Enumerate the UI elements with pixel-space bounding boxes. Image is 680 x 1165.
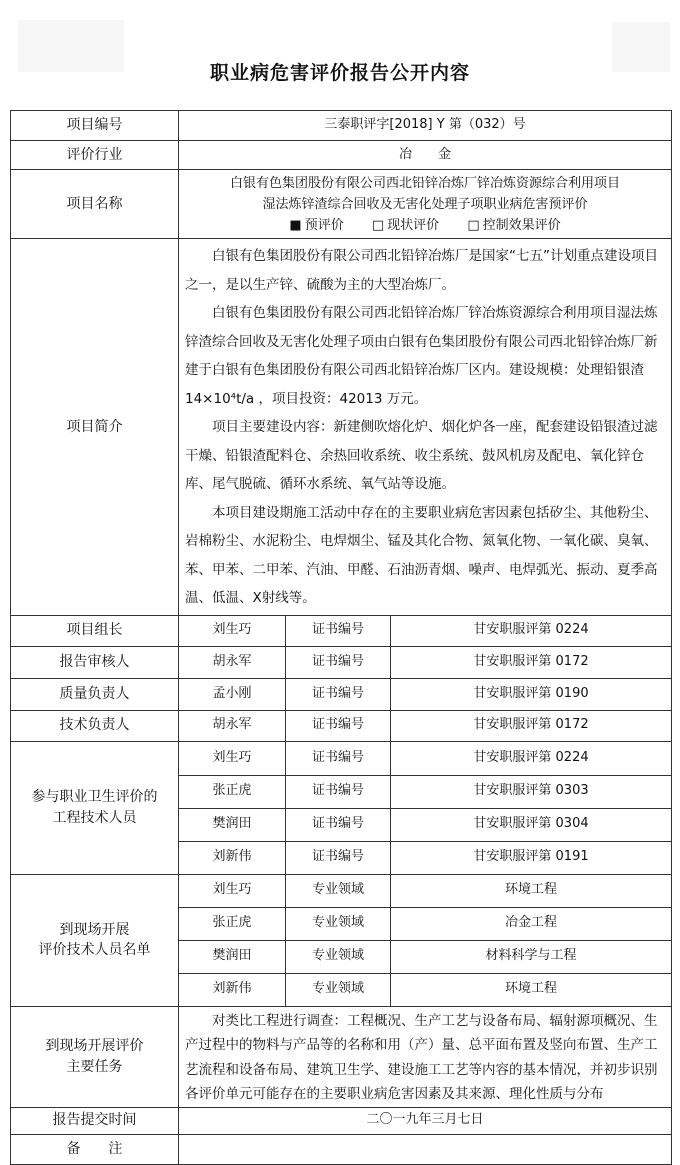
label-team-leader: 项目组长 [11, 615, 179, 646]
person-name: 刘生巧 [179, 874, 286, 907]
cert-number: 甘安职服评第 0224 [391, 741, 672, 775]
tasks-paragraph: 对类比工程进行调查：工程概况、生产工艺与设备布局、辐射源项概况、生产过程中的物料与产品等的名称和用（产）量、总平面布置及竖向布置、生产工艺流程和设备布局、建筑卫生学、建设施工工艺等内容的基本情况，并初步识别各评价单元可能存在的主要职业病危害因素及其来源、理化性质与分布 [185, 1012, 658, 1102]
label-line: 评价技术人员名单 [38, 942, 151, 958]
intro-paragraph: 白银有色集团股份有限公司西北铅锌冶炼厂锌冶炼资源综合利用项目湿法炼锌渣综合回收及无害化处理子项由白银有色集团股份有限公司西北铅锌冶炼厂新建于白银有色集团股份有限公司西北铅锌冶炼厂区内。建设规模：处理铅银渣 14×10⁴t/a ，项目投资：42013 万元。 [185, 305, 658, 407]
label-project-intro: 项目简介 [11, 239, 179, 616]
cert-number: 甘安职服评第 0191 [391, 841, 672, 874]
row-team-leader [11, 615, 672, 646]
cert-number: 甘安职服评第 0303 [391, 775, 672, 808]
label-participants [11, 741, 179, 874]
person-name: 樊润田 [179, 808, 286, 841]
eval-option-label: 预评价 [304, 217, 344, 233]
eval-option-status [372, 218, 439, 233]
project-name-line: 湿法炼锌渣综合回收及无害化处理子项职业病危害预评价 [262, 196, 588, 212]
project-intro-text [179, 239, 672, 616]
label-submit-time: 报告提交时间 [11, 1107, 179, 1134]
project-name-value [179, 170, 672, 239]
label-line: 到现场开展评价 [45, 1038, 144, 1055]
intro-paragraph: 白银有色集团股份有限公司西北铅锌冶炼厂是国家“七五”计划重点建设项目之一，是以生产锌、硫酸为主的大型冶炼厂。 [185, 248, 658, 293]
label-line: 主要任务 [66, 1058, 123, 1075]
person-name: 张正虎 [179, 775, 286, 808]
row-quality [11, 678, 672, 710]
label-quality: 质量负责人 [11, 678, 179, 710]
cert-number: 甘安职服评第 0172 [391, 646, 672, 678]
intro-paragraph: 项目主要建设内容：新建侧吹熔化炉、烟化炉各一座，配套建设铅银渣过滤干燥、铅银渣配料仓、余热回收系统、收尘系统、鼓风机房及配电、氧化锌仓库、尾气脱硫、循环水系统、氧气站等设施。 [185, 419, 658, 492]
row-participant [11, 741, 672, 775]
row-reviewer [11, 646, 672, 678]
cert-label: 证书编号 [286, 615, 391, 646]
label-industry: 评价行业 [11, 141, 179, 170]
label-tasks [11, 1006, 179, 1107]
label-onsite [11, 874, 179, 1006]
checkbox-unchecked-icon: □ [371, 217, 385, 233]
cert-label: 证书编号 [286, 710, 391, 741]
field-value: 环境工程 [391, 973, 672, 1006]
cert-number: 甘安职服评第 0304 [391, 808, 672, 841]
cert-label: 证书编号 [286, 808, 391, 841]
cert-number: 甘安职服评第 0172 [391, 710, 672, 741]
cert-label: 证书编号 [286, 646, 391, 678]
page-title: 职业病危害评价报告公开内容 [209, 62, 470, 84]
label-project-name: 项目名称 [11, 170, 179, 239]
field-label: 专业领域 [286, 874, 391, 907]
submit-time-value: 二〇一九年三月七日 [179, 1107, 672, 1134]
row-technical [11, 710, 672, 741]
row-project-intro [11, 239, 672, 616]
label-project-no: 项目编号 [11, 111, 179, 141]
intro-paragraph: 本项目建设期施工活动中存在的主要职业病危害因素包括矽尘、其他粉尘、岩棉粉尘、水泥粉尘、电焊烟尘、锰及其化合物、氮氧化物、一氧化碳、臭氧、苯、甲苯、二甲苯、汽油、甲醛、石油沥青烟、噪声、电焊弧光、振动、夏季高温、低温、X射线等。 [185, 504, 658, 606]
person-name: 刘新伟 [179, 841, 286, 874]
field-label: 专业领域 [286, 940, 391, 973]
row-submit-time [11, 1107, 672, 1134]
row-project-no [11, 111, 672, 141]
evaluation-type-options [179, 215, 671, 236]
cert-label: 证书编号 [286, 741, 391, 775]
project-name-line: 白银有色集团股份有限公司西北铅锌冶炼厂锌冶炼资源综合利用项目 [230, 175, 621, 191]
tasks-text [179, 1006, 672, 1107]
field-value: 冶金工程 [391, 907, 672, 940]
row-industry [11, 141, 672, 170]
eval-option-control [467, 218, 560, 233]
field-value: 材料科学与工程 [391, 940, 672, 973]
person-name: 刘生巧 [179, 741, 286, 775]
checkbox-unchecked-icon: □ [467, 217, 480, 233]
report-table [10, 110, 672, 1165]
label-remarks: 备 注 [11, 1134, 179, 1164]
checkbox-checked-icon: ■ [289, 217, 302, 233]
person-name: 胡永军 [179, 646, 286, 678]
cert-number: 甘安职服评第 0190 [391, 678, 672, 710]
field-value: 环境工程 [391, 874, 672, 907]
eval-option-label: 现状评价 [387, 217, 440, 233]
industry-value: 冶 金 [179, 141, 672, 170]
person-name: 胡永军 [179, 710, 286, 741]
row-tasks [11, 1006, 672, 1107]
person-name: 刘新伟 [179, 973, 286, 1006]
field-label: 专业领域 [286, 907, 391, 940]
eval-option-pre [289, 218, 343, 233]
cert-label: 证书编号 [286, 775, 391, 808]
row-onsite [11, 874, 672, 907]
cert-number: 甘安职服评第 0224 [391, 615, 672, 646]
label-reviewer: 报告审核人 [11, 646, 179, 678]
project-no-value: 三泰职评字[2018] Y 第（032）号 [179, 111, 672, 141]
label-technical: 技术负责人 [11, 710, 179, 741]
person-name: 樊润田 [179, 940, 286, 973]
person-name: 刘生巧 [179, 615, 286, 646]
cert-label: 证书编号 [286, 678, 391, 710]
label-line: 工程技术人员 [52, 809, 137, 826]
person-name: 张正虎 [179, 907, 286, 940]
person-name: 孟小刚 [179, 678, 286, 710]
label-line: 参与职业卫生评价的 [31, 789, 158, 806]
eval-option-label: 控制效果评价 [482, 217, 561, 233]
row-project-name [11, 170, 672, 239]
field-label: 专业领域 [286, 973, 391, 1006]
cert-label: 证书编号 [286, 841, 391, 874]
label-line: 到现场开展 [59, 921, 130, 938]
